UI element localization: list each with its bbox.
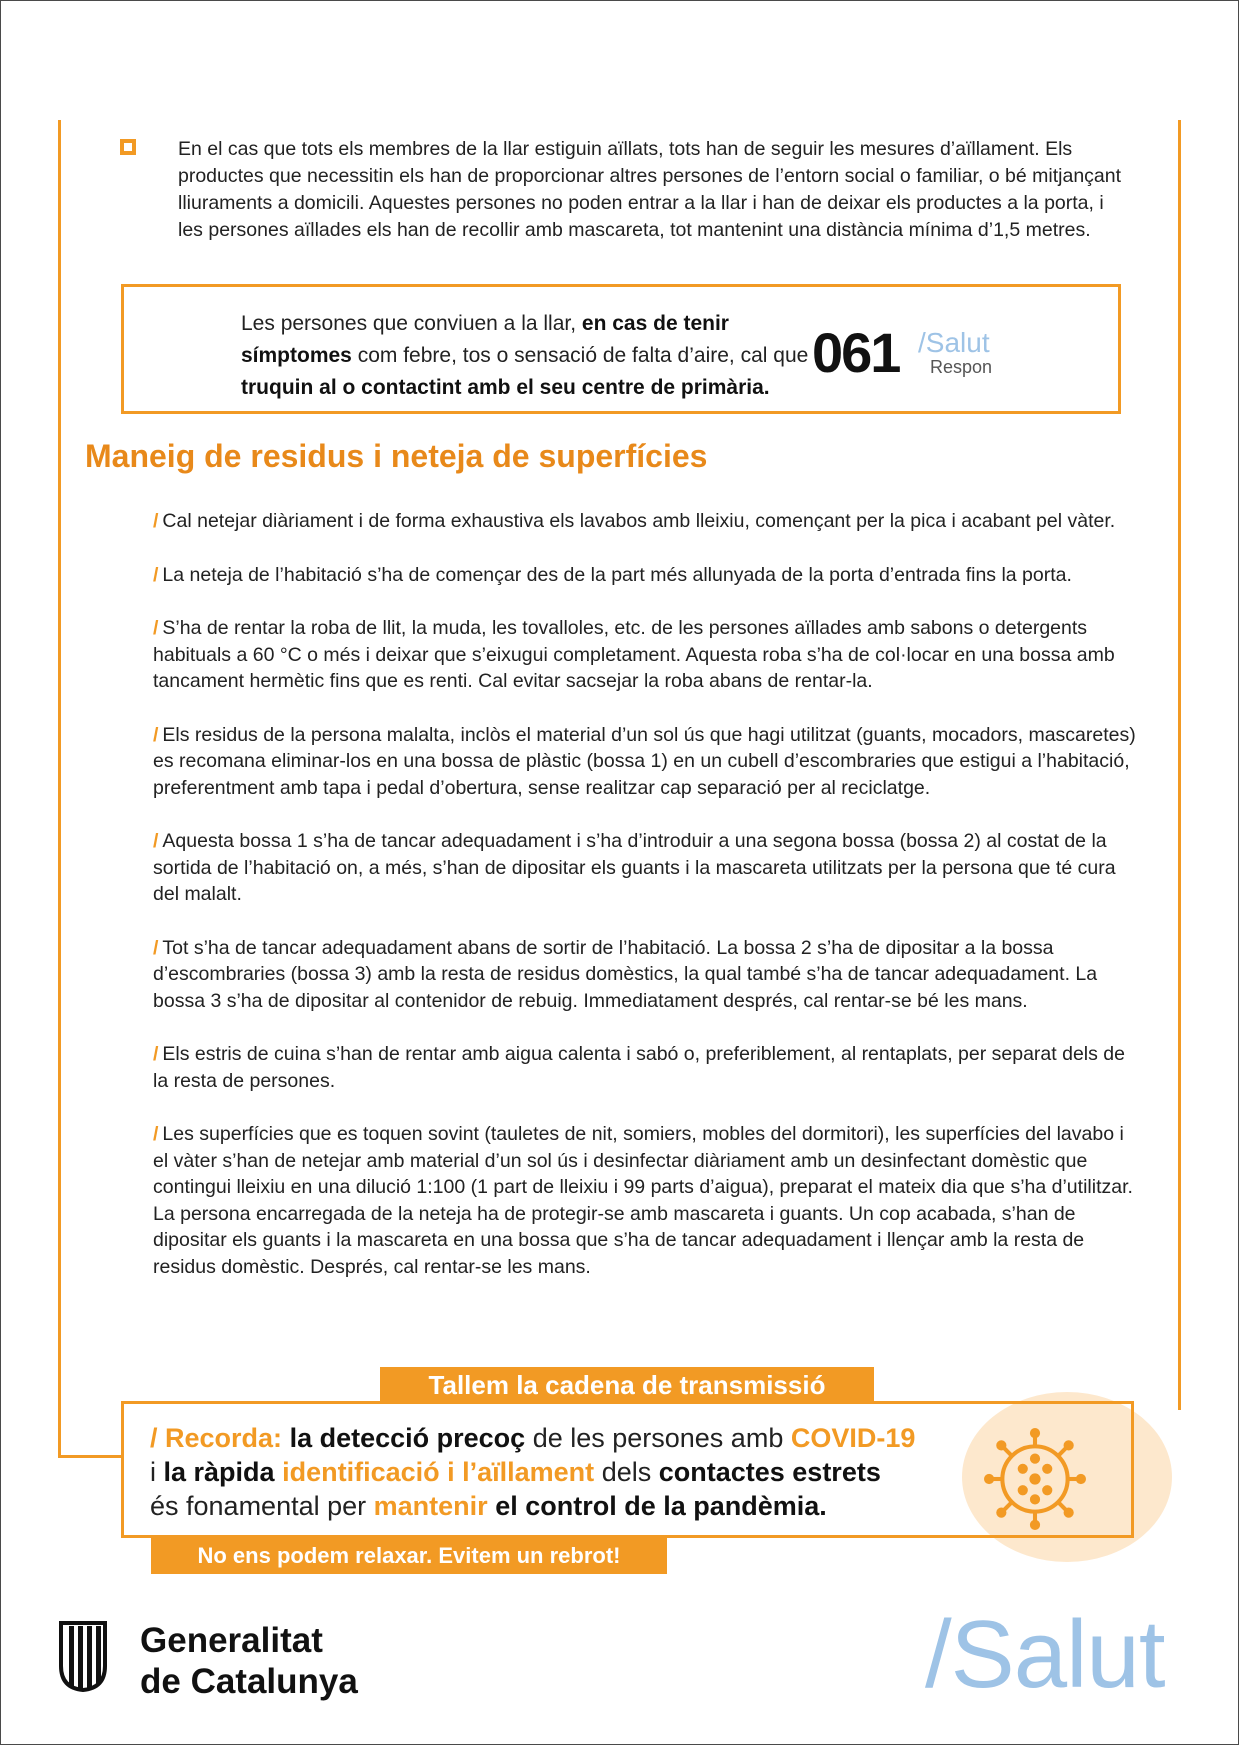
- bullet-item: [153, 615, 1138, 695]
- recorda-t2: i: [150, 1457, 156, 1487]
- intro-item: [120, 136, 1130, 244]
- recorda-t3: dels: [601, 1457, 652, 1487]
- salut-logo: /Salut: [925, 1601, 1165, 1708]
- gencat-wordmark: [140, 1620, 358, 1702]
- virus-icon: [984, 1428, 1086, 1530]
- logo-061-number: 061: [812, 321, 900, 384]
- gencat-line2: de Catalunya: [140, 1662, 358, 1701]
- bullet-text: La neteja de l’habitació s’ha de començar des de la part més allunyada de la porta d’entrada fins la porta.: [162, 563, 1072, 586]
- intro-paragraph: En el cas que tots els membres de la llar estiguin aïllats, tots han de seguir les mesures d’aïllament. Els productes que necessitin els han de proporcionar altres persones de l’entorn social o familiar, o bé mitjançant lliuraments a domicili. Aquestes persones no poden entrar a la llar i han de deixar els productes a la porta, i les persones aïllades els han de recollir amb mascareta, tot mantenint una distància mínima d’1,5 metres.: [178, 138, 1122, 241]
- recorda-t4: és fonamental per: [150, 1491, 367, 1521]
- bullet-item: [153, 562, 1138, 589]
- callout-part1: Les persones que conviuen a la llar,: [241, 312, 582, 335]
- bullet-text: Tot s’ha de tancar adequadament abans de sortir de l’habitació. La bossa 2 s’ha de dipositar a la bossa d’escombraries (bossa 3) amb la resta de residus domèstics, la qual també s’ha de tancar adequadament. La bossa 3 s’ha de dipositar al contenidor de rebuig. Immediatament després, cal rentar-se bé les mans.: [153, 936, 1098, 1012]
- bullet-text: Aquesta bossa 1 s’ha de tancar adequadament i s’ha d’introduir a una segona bossa (bossa 2) al costat de la sortida de l’habitació on, a més, s’han de dipositar els guants i la mascareta utilitzats per la persona que té cura del malalt.: [153, 830, 1116, 905]
- recorda-text: [150, 1421, 980, 1523]
- frame-left-line: [58, 120, 61, 1458]
- gencat-emblem-icon: [58, 1620, 108, 1692]
- recorda-label: / Recorda:: [150, 1423, 283, 1453]
- tallem-badge: Tallem la cadena de transmissió: [380, 1367, 874, 1403]
- checkbox-icon[interactable]: [120, 139, 136, 155]
- bullet-marker: /: [153, 1123, 159, 1145]
- recorda-t1: de les persones amb: [532, 1423, 784, 1453]
- bullet-item: [153, 1041, 1138, 1094]
- frame-bottom-line: [58, 1455, 122, 1458]
- recorda-bold2: la ràpida: [163, 1457, 275, 1487]
- bullet-text: Els estris de cuina s’han de rentar amb aigua calenta i sabó o, preferiblement, al rentaplats, per separat dels de la resta de persones.: [153, 1043, 1125, 1092]
- bullet-item: [153, 722, 1138, 802]
- recorda-bold4: el control de la pandèmia.: [495, 1491, 827, 1521]
- bullet-text: Els residus de la persona malalta, inclòs el material d’un sol ús que hagi utilitzat (guants, mocadors, mascaretes) es recomana eliminar-los en una bossa de plàstic (bossa 1) en un cubell d’escombraries que estigui a l’habitació, preferentment amb tapa i pedal d’obertura, sense realitzar cap separació per al reciclatge.: [153, 723, 1136, 799]
- recorda-bold1: la detecció precoç: [289, 1423, 526, 1453]
- gencat-line1: Generalitat: [140, 1621, 323, 1660]
- callout-part2: com febre, tos o sensació de falta d’aire, cal que: [351, 344, 809, 367]
- logo-061-brand: /Salut: [918, 327, 990, 358]
- bullet-item: [153, 935, 1138, 1015]
- bullet-marker: /: [153, 1043, 159, 1065]
- recorda-orange3: mantenir: [373, 1491, 488, 1521]
- recorda-orange2: identificació i l’aïllament: [282, 1457, 595, 1487]
- bullet-text: Cal netejar diàriament i de forma exhaustiva els lavabos amb lleixiu, començant per la pica i acabant pel vàter.: [162, 510, 1116, 532]
- callout-bold2: truquin al o contactint amb el seu centre de primària.: [241, 376, 770, 399]
- bullet-item: [153, 508, 1138, 535]
- logo-061-sub: Respon: [930, 357, 993, 377]
- 061-salut-respon-logo: [812, 323, 1012, 383]
- callout-text: [241, 308, 841, 404]
- recorda-covid: COVID-19: [790, 1423, 916, 1453]
- frame-right-line: [1178, 120, 1181, 1410]
- bullet-marker: /: [153, 510, 159, 532]
- callout-bold1: en cas de tenir símptomes: [241, 312, 729, 367]
- bullet-list: [153, 508, 1138, 1280]
- recorda-bold3: contactes estrets: [658, 1457, 881, 1487]
- symptoms-callout: [121, 284, 1121, 414]
- bullet-marker: /: [153, 830, 159, 852]
- bullet-marker: /: [153, 936, 159, 959]
- bullet-text: Les superfícies que es toquen sovint (tauletes de nit, somiers, mobles del dormitori), les superfícies del lavabo i el vàter s’han de netejar amb material d’un sol ús i desinfectar diàriament amb un desinfectant domèstic que contingui lleixiu en una dilució 1:100 (1 part de lleixiu i 99 parts d’aigua), preparat el mateix dia que s’ha d’utilitzar. La persona encarregada de la neteja ha de protegir-se amb mascareta i guants. Un cop acabada, s’han de dipositar els guants i la mascareta en una bossa que s’ha de tancar adequadament i llençar amb la resta de residus domèstic. Després, cal rentar-se les mans.: [153, 1123, 1133, 1278]
- bullet-marker: /: [153, 723, 159, 746]
- bullet-marker: /: [153, 617, 159, 639]
- no-relax-badge: No ens podem relaxar. Evitem un rebrot!: [151, 1538, 667, 1574]
- bullet-item: [153, 828, 1138, 908]
- bullet-marker: /: [153, 563, 159, 586]
- bullet-text: S’ha de rentar la roba de llit, la muda, les tovalloles, etc. de les persones aïllades amb sabons o detergents habituals a 60 °C o més i deixar que s’eixugui completament. Aquesta roba s’ha de col·locar en una bossa amb tancament hermètic fins que es renti. Cal evitar sacsejar la roba abans de rentar-la.: [153, 617, 1115, 692]
- bullet-item: [153, 1121, 1138, 1280]
- section-title: Maneig de residus i neteja de superfícies: [85, 438, 708, 474]
